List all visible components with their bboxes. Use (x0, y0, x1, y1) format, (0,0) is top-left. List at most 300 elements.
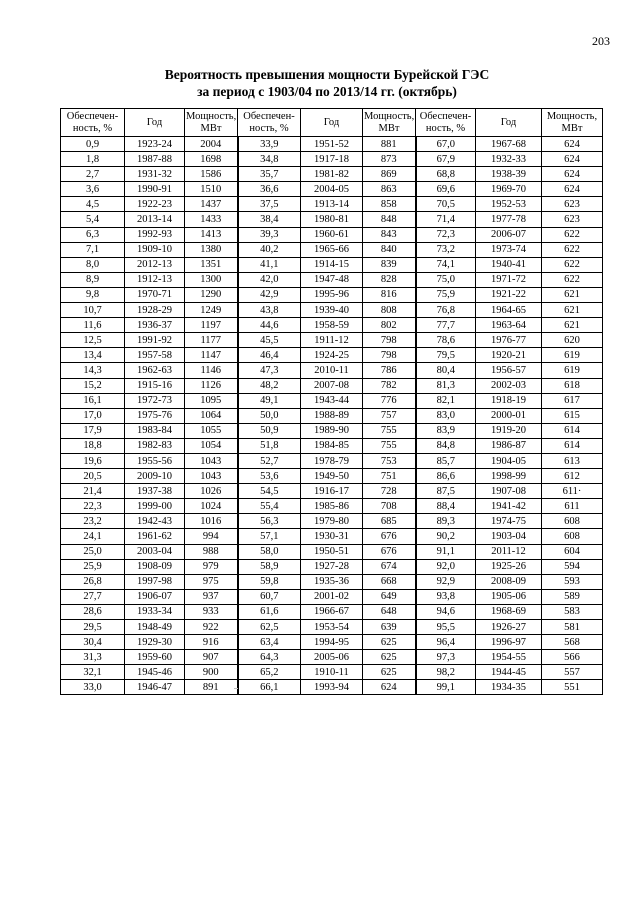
cell-probability: 73,2 (416, 242, 476, 257)
cell-probability: 72,3 (416, 227, 476, 242)
cell-probability: 83,0 (416, 408, 476, 423)
table-row (61, 574, 603, 589)
cell-probability: 29,5 (61, 620, 125, 635)
cell-power: 916 (185, 635, 238, 650)
cell-year: 1995-96 (301, 287, 363, 302)
cell-probability: 33,0 (61, 680, 125, 695)
table-row (61, 393, 603, 408)
cell-year: 1962-63 (125, 363, 185, 378)
cell-year: 1914-15 (301, 257, 363, 272)
cell-power: 685 (363, 514, 416, 529)
table-row (61, 152, 603, 167)
cell-year: 1904-05 (476, 453, 542, 468)
cell-power: 618 (542, 378, 603, 393)
cell-probability: 50,0 (238, 408, 301, 423)
cell-probability: 24,1 (61, 529, 125, 544)
cell-year: 1991-92 (125, 333, 185, 348)
table-row (61, 363, 603, 378)
cell-probability: 54,5 (238, 484, 301, 499)
cell-year: 1937-38 (125, 484, 185, 499)
cell-power: 614 (542, 423, 603, 438)
cell-probability: 55,4 (238, 499, 301, 514)
table-row (61, 620, 603, 635)
cell-year: 1941-42 (476, 499, 542, 514)
cell-power: 988 (185, 544, 238, 559)
cell-probability: 75,9 (416, 287, 476, 302)
cell-power: 1054 (185, 438, 238, 453)
cell-power: 1290 (185, 287, 238, 302)
table-row (61, 529, 603, 544)
cell-probability: 74,1 (416, 257, 476, 272)
cell-year: 1988-89 (301, 408, 363, 423)
cell-year: 1938-39 (476, 167, 542, 182)
cell-probability: 68,8 (416, 167, 476, 182)
cell-probability: 75,0 (416, 272, 476, 287)
cell-year: 1968-69 (476, 604, 542, 619)
cell-power: 625 (363, 665, 416, 680)
cell-year: 1956-57 (476, 363, 542, 378)
cell-year: 1906-07 (125, 589, 185, 604)
header-year: Год (301, 109, 363, 137)
cell-power: 994 (185, 529, 238, 544)
cell-year: 1957-58 (125, 348, 185, 363)
cell-year: 1958-59 (301, 318, 363, 333)
cell-probability: 57,1 (238, 529, 301, 544)
cell-year: 1913-14 (301, 197, 363, 212)
cell-probability: 13,4 (61, 348, 125, 363)
table-row (61, 227, 603, 242)
cell-probability: 38,4 (238, 212, 301, 227)
cell-probability: 63,4 (238, 635, 301, 650)
cell-year: 1945-46 (125, 665, 185, 680)
cell-probability: 20,5 (61, 469, 125, 484)
cell-power: 1197 (185, 318, 238, 333)
cell-year: 1908-09 (125, 559, 185, 574)
cell-probability: 76,8 (416, 303, 476, 318)
cell-power: 2004 (185, 137, 238, 152)
table-row (61, 212, 603, 227)
cell-power: 1024 (185, 499, 238, 514)
cell-power: 869 (363, 167, 416, 182)
cell-probability: 71,4 (416, 212, 476, 227)
cell-year: 1967-68 (476, 137, 542, 152)
table-row (61, 242, 603, 257)
cell-power: 676 (363, 529, 416, 544)
cell-year: 1982-83 (125, 438, 185, 453)
table-row (61, 318, 603, 333)
cell-probability: 92,0 (416, 559, 476, 574)
cell-probability: 45,5 (238, 333, 301, 348)
cell-power: 728 (363, 484, 416, 499)
cell-probability: 81,3 (416, 378, 476, 393)
cell-probability: 8,9 (61, 272, 125, 287)
cell-probability: 28,6 (61, 604, 125, 619)
cell-power: 1413 (185, 227, 238, 242)
cell-probability: 59,8 (238, 574, 301, 589)
cell-year: 1944-45 (476, 665, 542, 680)
cell-power: 581 (542, 620, 603, 635)
cell-year: 1947-48 (301, 272, 363, 287)
cell-probability: 17,0 (61, 408, 125, 423)
cell-power: 1043 (185, 453, 238, 468)
cell-power: 589 (542, 589, 603, 604)
cell-year: 1903-04 (476, 529, 542, 544)
cell-year: 1929-30 (125, 635, 185, 650)
cell-power: 623 (542, 197, 603, 212)
cell-probability: 43,8 (238, 303, 301, 318)
cell-year: 2005-06 (301, 650, 363, 665)
cell-power: 617 (542, 393, 603, 408)
cell-year: 1932-33 (476, 152, 542, 167)
cell-probability: 50,9 (238, 423, 301, 438)
cell-power: 622 (542, 242, 603, 257)
cell-year: 1952-53 (476, 197, 542, 212)
cell-year: 1918-19 (476, 393, 542, 408)
cell-probability: 99,1 (416, 680, 476, 695)
cell-year: 2013-14 (125, 212, 185, 227)
cell-probability: 6,3 (61, 227, 125, 242)
table-row (61, 604, 603, 619)
cell-year: 1923-24 (125, 137, 185, 152)
cell-year: 1983-84 (125, 423, 185, 438)
cell-year: 1935-36 (301, 574, 363, 589)
cell-year: 1928-29 (125, 303, 185, 318)
cell-year: 1934-35 (476, 680, 542, 695)
cell-power: 1055 (185, 423, 238, 438)
header-probability: Обеспечен- ность, % (416, 109, 476, 137)
cell-probability: 85,7 (416, 453, 476, 468)
cell-power: 594 (542, 559, 603, 574)
cell-power: 621 (542, 287, 603, 302)
cell-probability: 70,5 (416, 197, 476, 212)
cell-probability: 35,7 (238, 167, 301, 182)
cell-year: 1940-41 (476, 257, 542, 272)
cell-power: 1146 (185, 363, 238, 378)
cell-probability: 69,6 (416, 182, 476, 197)
cell-year: 2003-04 (125, 544, 185, 559)
cell-year: 1979-80 (301, 514, 363, 529)
cell-power: 619 (542, 348, 603, 363)
cell-power: 613 (542, 453, 603, 468)
cell-probability: 64,3 (238, 650, 301, 665)
cell-probability: 66,1 (238, 680, 301, 695)
cell-probability: 19,6 (61, 453, 125, 468)
table-row (61, 499, 603, 514)
cell-year: 1911-12 (301, 333, 363, 348)
table-row (61, 303, 603, 318)
cell-probability: 37,5 (238, 197, 301, 212)
cell-year: 1936-37 (125, 318, 185, 333)
cell-power: 891 (185, 680, 238, 695)
cell-power: 1380 (185, 242, 238, 257)
cell-probability: 98,2 (416, 665, 476, 680)
cell-year: 2011-12 (476, 544, 542, 559)
cell-power: 614 (542, 438, 603, 453)
cell-year: 1921-22 (476, 287, 542, 302)
title-line-2: за период с 1903/04 по 2013/14 гг. (октябрь) (197, 84, 457, 99)
cell-year: 1954-55 (476, 650, 542, 665)
cell-power: 1698 (185, 152, 238, 167)
table-row (61, 348, 603, 363)
cell-power: 798 (363, 348, 416, 363)
cell-year: 1984-85 (301, 438, 363, 453)
cell-probability: 21,4 (61, 484, 125, 499)
cell-probability: 86,6 (416, 469, 476, 484)
cell-year: 1950-51 (301, 544, 363, 559)
cell-year: 1970-71 (125, 287, 185, 302)
cell-probability: 14,3 (61, 363, 125, 378)
header-probability: Обеспечен- ность, % (238, 109, 301, 137)
cell-power: 551 (542, 680, 603, 695)
cell-power: 623 (542, 212, 603, 227)
cell-probability: 11,6 (61, 318, 125, 333)
cell-power: 1126 (185, 378, 238, 393)
cell-probability: 0,9 (61, 137, 125, 152)
cell-year: 2008-09 (476, 574, 542, 589)
cell-year: 1986-87 (476, 438, 542, 453)
cell-power: 611 (542, 499, 603, 514)
cell-year: 2009-10 (125, 469, 185, 484)
cell-year: 1948-49 (125, 620, 185, 635)
cell-probability: 52,7 (238, 453, 301, 468)
cell-year: 1926-27 (476, 620, 542, 635)
cell-year: 1924-25 (301, 348, 363, 363)
cell-probability: 7,1 (61, 242, 125, 257)
cell-probability: 8,0 (61, 257, 125, 272)
cell-year: 1992-93 (125, 227, 185, 242)
cell-year: 1969-70 (476, 182, 542, 197)
cell-power: 568 (542, 635, 603, 650)
cell-power: 674 (363, 559, 416, 574)
cell-year: 2004-05 (301, 182, 363, 197)
cell-power: 751 (363, 469, 416, 484)
cell-probability: 31,3 (61, 650, 125, 665)
cell-power: 625 (363, 635, 416, 650)
cell-power: 933 (185, 604, 238, 619)
cell-year: 1907-08 (476, 484, 542, 499)
cell-year: 1933-34 (125, 604, 185, 619)
cell-probability: 44,6 (238, 318, 301, 333)
cell-power: 1147 (185, 348, 238, 363)
cell-year: 1973-74 (476, 242, 542, 257)
cell-power: 708 (363, 499, 416, 514)
cell-power: 1351 (185, 257, 238, 272)
table-row (61, 182, 603, 197)
cell-power: 900 (185, 665, 238, 680)
cell-year: 1905-06 (476, 589, 542, 604)
page-number: 203 (592, 34, 610, 48)
cell-year: 2001-02 (301, 589, 363, 604)
cell-probability: 42,9 (238, 287, 301, 302)
cell-year: 1960-61 (301, 227, 363, 242)
cell-power: 639 (363, 620, 416, 635)
cell-year: 1959-60 (125, 650, 185, 665)
cell-probability: 46,4 (238, 348, 301, 363)
cell-year: 1963-64 (476, 318, 542, 333)
cell-year: 1964-65 (476, 303, 542, 318)
cell-probability: 3,6 (61, 182, 125, 197)
table-row (61, 257, 603, 272)
cell-year: 1999-00 (125, 499, 185, 514)
scan-mark (234, 688, 238, 689)
cell-power: 828 (363, 272, 416, 287)
cell-year: 1975-76 (125, 408, 185, 423)
cell-year: 1942-43 (125, 514, 185, 529)
cell-power: 798 (363, 333, 416, 348)
table-row (61, 484, 603, 499)
table-row (61, 137, 603, 152)
cell-power: 1026 (185, 484, 238, 499)
cell-probability: 41,1 (238, 257, 301, 272)
cell-probability: 89,3 (416, 514, 476, 529)
cell-probability: 34,8 (238, 152, 301, 167)
table-row (61, 197, 603, 212)
cell-probability: 87,5 (416, 484, 476, 499)
cell-probability: 84,8 (416, 438, 476, 453)
cell-power: 624 (542, 137, 603, 152)
cell-probability: 17,9 (61, 423, 125, 438)
cell-power: 863 (363, 182, 416, 197)
cell-power: 622 (542, 272, 603, 287)
cell-year: 2007-08 (301, 378, 363, 393)
cell-probability: 47,3 (238, 363, 301, 378)
table-row (61, 438, 603, 453)
cell-power: 840 (363, 242, 416, 257)
table-row (61, 589, 603, 604)
cell-power: 583 (542, 604, 603, 619)
cell-probability: 79,5 (416, 348, 476, 363)
header-probability: Обеспечен- ность, % (61, 109, 125, 137)
cell-power: 1433 (185, 212, 238, 227)
table-row (61, 287, 603, 302)
cell-probability: 18,8 (61, 438, 125, 453)
table-row (61, 469, 603, 484)
cell-power: 1437 (185, 197, 238, 212)
header-power: Мощность, МВт (542, 109, 603, 137)
table-row (61, 423, 603, 438)
cell-year: 1915-16 (125, 378, 185, 393)
cell-power: 649 (363, 589, 416, 604)
table-row (61, 408, 603, 423)
cell-power: 668 (363, 574, 416, 589)
cell-power: 839 (363, 257, 416, 272)
cell-probability: 77,7 (416, 318, 476, 333)
cell-probability: 26,8 (61, 574, 125, 589)
cell-year: 1990-91 (125, 182, 185, 197)
cell-probability: 42,0 (238, 272, 301, 287)
cell-power: 881 (363, 137, 416, 152)
cell-power: 1016 (185, 514, 238, 529)
cell-probability: 92,9 (416, 574, 476, 589)
cell-power: 786 (363, 363, 416, 378)
table-row (61, 167, 603, 182)
cell-probability: 1,8 (61, 152, 125, 167)
cell-power: 612 (542, 469, 603, 484)
table-row (61, 333, 603, 348)
cell-year: 1994-95 (301, 635, 363, 650)
cell-year: 1996-97 (476, 635, 542, 650)
cell-power: 593 (542, 574, 603, 589)
cell-power: 622 (542, 227, 603, 242)
cell-year: 1966-67 (301, 604, 363, 619)
cell-power: 753 (363, 453, 416, 468)
cell-probability: 30,4 (61, 635, 125, 650)
cell-probability: 4,5 (61, 197, 125, 212)
cell-year: 2006-07 (476, 227, 542, 242)
cell-year: 1912-13 (125, 272, 185, 287)
cell-power: 620 (542, 333, 603, 348)
cell-power: 1586 (185, 167, 238, 182)
cell-probability: 10,7 (61, 303, 125, 318)
cell-power: 755 (363, 423, 416, 438)
cell-power: 624 (363, 680, 416, 695)
cell-year: 1953-54 (301, 620, 363, 635)
table-row (61, 378, 603, 393)
cell-power: 858 (363, 197, 416, 212)
cell-probability: 67,0 (416, 137, 476, 152)
cell-year: 1909-10 (125, 242, 185, 257)
cell-probability: 80,4 (416, 363, 476, 378)
cell-probability: 78,6 (416, 333, 476, 348)
cell-power: 621 (542, 303, 603, 318)
cell-power: 808 (363, 303, 416, 318)
cell-power: 648 (363, 604, 416, 619)
cell-year: 1917-18 (301, 152, 363, 167)
page-title (60, 66, 594, 100)
cell-probability: 88,4 (416, 499, 476, 514)
cell-power: 557 (542, 665, 603, 680)
cell-year: 1965-66 (301, 242, 363, 257)
cell-year: 1980-81 (301, 212, 363, 227)
cell-probability: 62,5 (238, 620, 301, 635)
cell-power: 757 (363, 408, 416, 423)
cell-probability: 49,1 (238, 393, 301, 408)
cell-power: 566 (542, 650, 603, 665)
cell-power: 608 (542, 514, 603, 529)
table-row (61, 680, 603, 695)
cell-probability: 96,4 (416, 635, 476, 650)
cell-probability: 23,2 (61, 514, 125, 529)
cell-power: 937 (185, 589, 238, 604)
cell-year: 1920-21 (476, 348, 542, 363)
cell-year: 1977-78 (476, 212, 542, 227)
cell-power: 1249 (185, 303, 238, 318)
cell-power: 608 (542, 529, 603, 544)
cell-year: 1922-23 (125, 197, 185, 212)
cell-power: 1064 (185, 408, 238, 423)
cell-year: 1974-75 (476, 514, 542, 529)
cell-probability: 67,9 (416, 152, 476, 167)
cell-probability: 93,8 (416, 589, 476, 604)
cell-probability: 25,9 (61, 559, 125, 574)
cell-power: 676 (363, 544, 416, 559)
cell-year: 1946-47 (125, 680, 185, 695)
table-row (61, 453, 603, 468)
cell-probability: 97,3 (416, 650, 476, 665)
cell-power: 604 (542, 544, 603, 559)
cell-probability: 83,9 (416, 423, 476, 438)
cell-power: 873 (363, 152, 416, 167)
cell-probability: 22,3 (61, 499, 125, 514)
cell-power: 907 (185, 650, 238, 665)
cell-probability: 91,1 (416, 544, 476, 559)
cell-probability: 60,7 (238, 589, 301, 604)
cell-power: 816 (363, 287, 416, 302)
cell-probability: 25,0 (61, 544, 125, 559)
header-year: Год (476, 109, 542, 137)
cell-power: 922 (185, 620, 238, 635)
cell-probability: 36,6 (238, 182, 301, 197)
